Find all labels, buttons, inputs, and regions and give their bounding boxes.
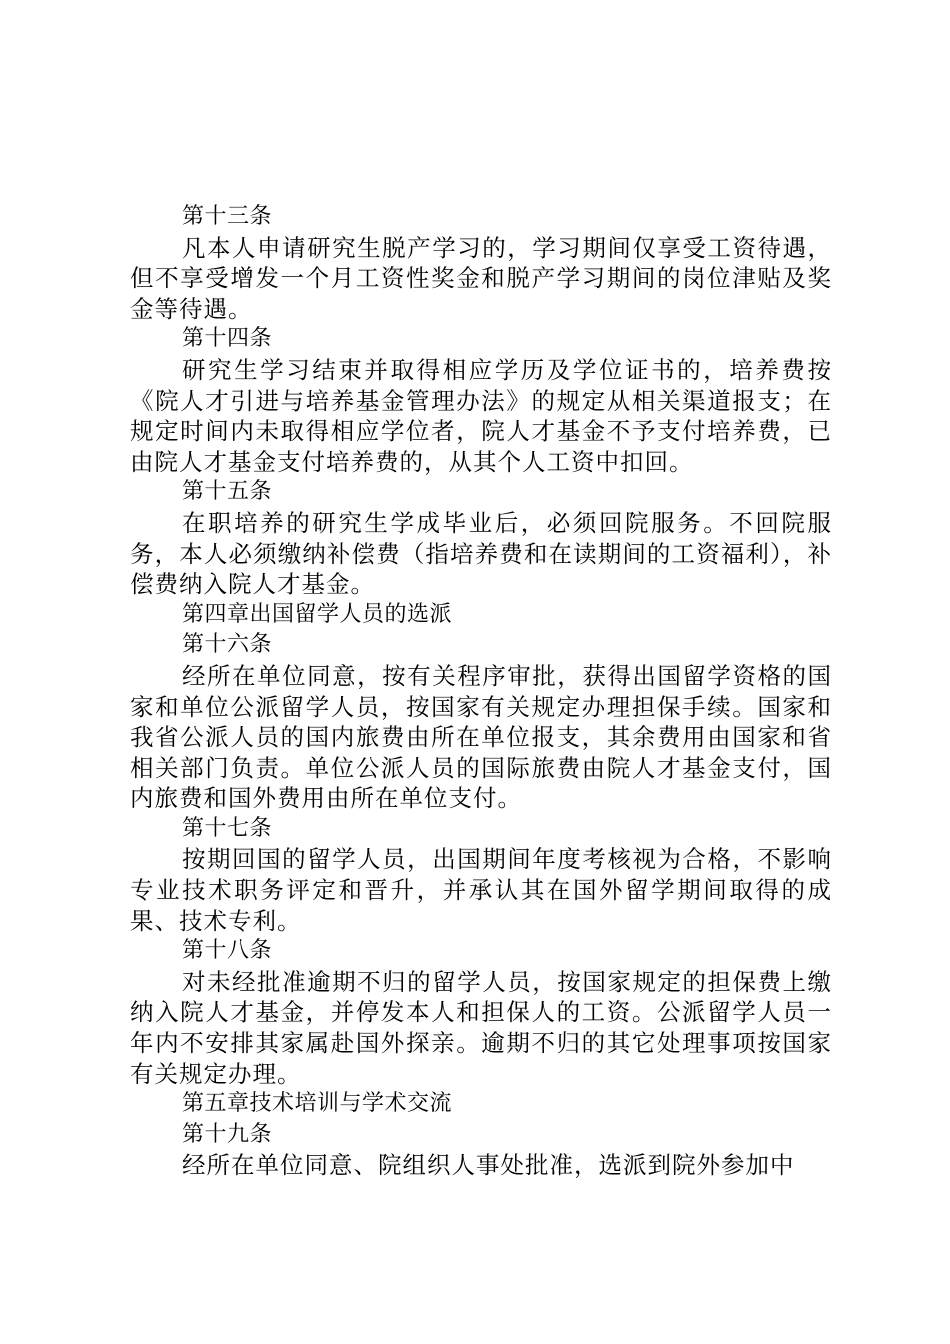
article-19-paragraph: 经所在单位同意、院组织人事处批准，选派到院外参加中 xyxy=(182,1151,795,1180)
article-18-heading: 第十八条 xyxy=(182,938,273,964)
article-14-paragraph: 研究生学习结束并取得相应学历及学位证书的，培养费按《院人才引进与培养基金管理办法》的规定从相关渠道报支；在规定时间内未取得相应学位者，院人才基金不予支付培养费，已由院人才基金支付培养费的，从其个人工资中扣回。 xyxy=(130,355,832,476)
document-body xyxy=(130,202,832,1181)
article-13-paragraph: 凡本人申请研究生脱产学习的，学习期间仅享受工资待遇，但不享受增发一个月工资性奖金和脱产学习期间的岗位津贴及奖金等待遇。 xyxy=(130,233,832,323)
article-13-heading: 第十三条 xyxy=(182,204,273,229)
article-18-paragraph: 对未经批准逾期不归的留学人员，按国家规定的担保费上缴纳入院人才基金，并停发本人和担保人的工资。公派留学人员一年内不安排其家属赴国外探亲。逾期不归的其它处理事项按国家有关规定办理。 xyxy=(130,967,832,1088)
article-17-heading: 第十七条 xyxy=(182,815,273,841)
article-17-paragraph: 按期回国的留学人员，出国期间年度考核视为合格，不影响专业技术职务评定和晋升，并承认其在国外留学期间取得的成果、技术专利。 xyxy=(130,845,832,935)
article-15-heading: 第十五条 xyxy=(182,479,273,505)
chapter-4-heading: 第四章出国留学人员的选派 xyxy=(182,601,453,627)
article-15-paragraph: 在职培养的研究生学成毕业后，必须回院服务。不回院服务，本人必须缴纳补偿费（指培养费和在读期间的工资福利），补偿费纳入院人才基金。 xyxy=(130,508,832,599)
chapter-5-heading: 第五章技术培训与学术交流 xyxy=(182,1091,453,1117)
article-16-paragraph: 经所在单位同意，按有关程序审批，获得出国留学资格的国家和单位公派留学人员，按国家有关规定办理担保手续。国家和我省公派人员的国内旅费由所在单位报支，其余费用由国家和省相关部门负责。单位公派人员的国际旅费由院人才基金支付，国内旅费和国外费用由所在单位支付。 xyxy=(130,661,832,813)
article-16-heading: 第十六条 xyxy=(182,632,273,658)
article-14-heading: 第十四条 xyxy=(182,326,273,352)
article-19-heading: 第十九条 xyxy=(182,1121,273,1147)
